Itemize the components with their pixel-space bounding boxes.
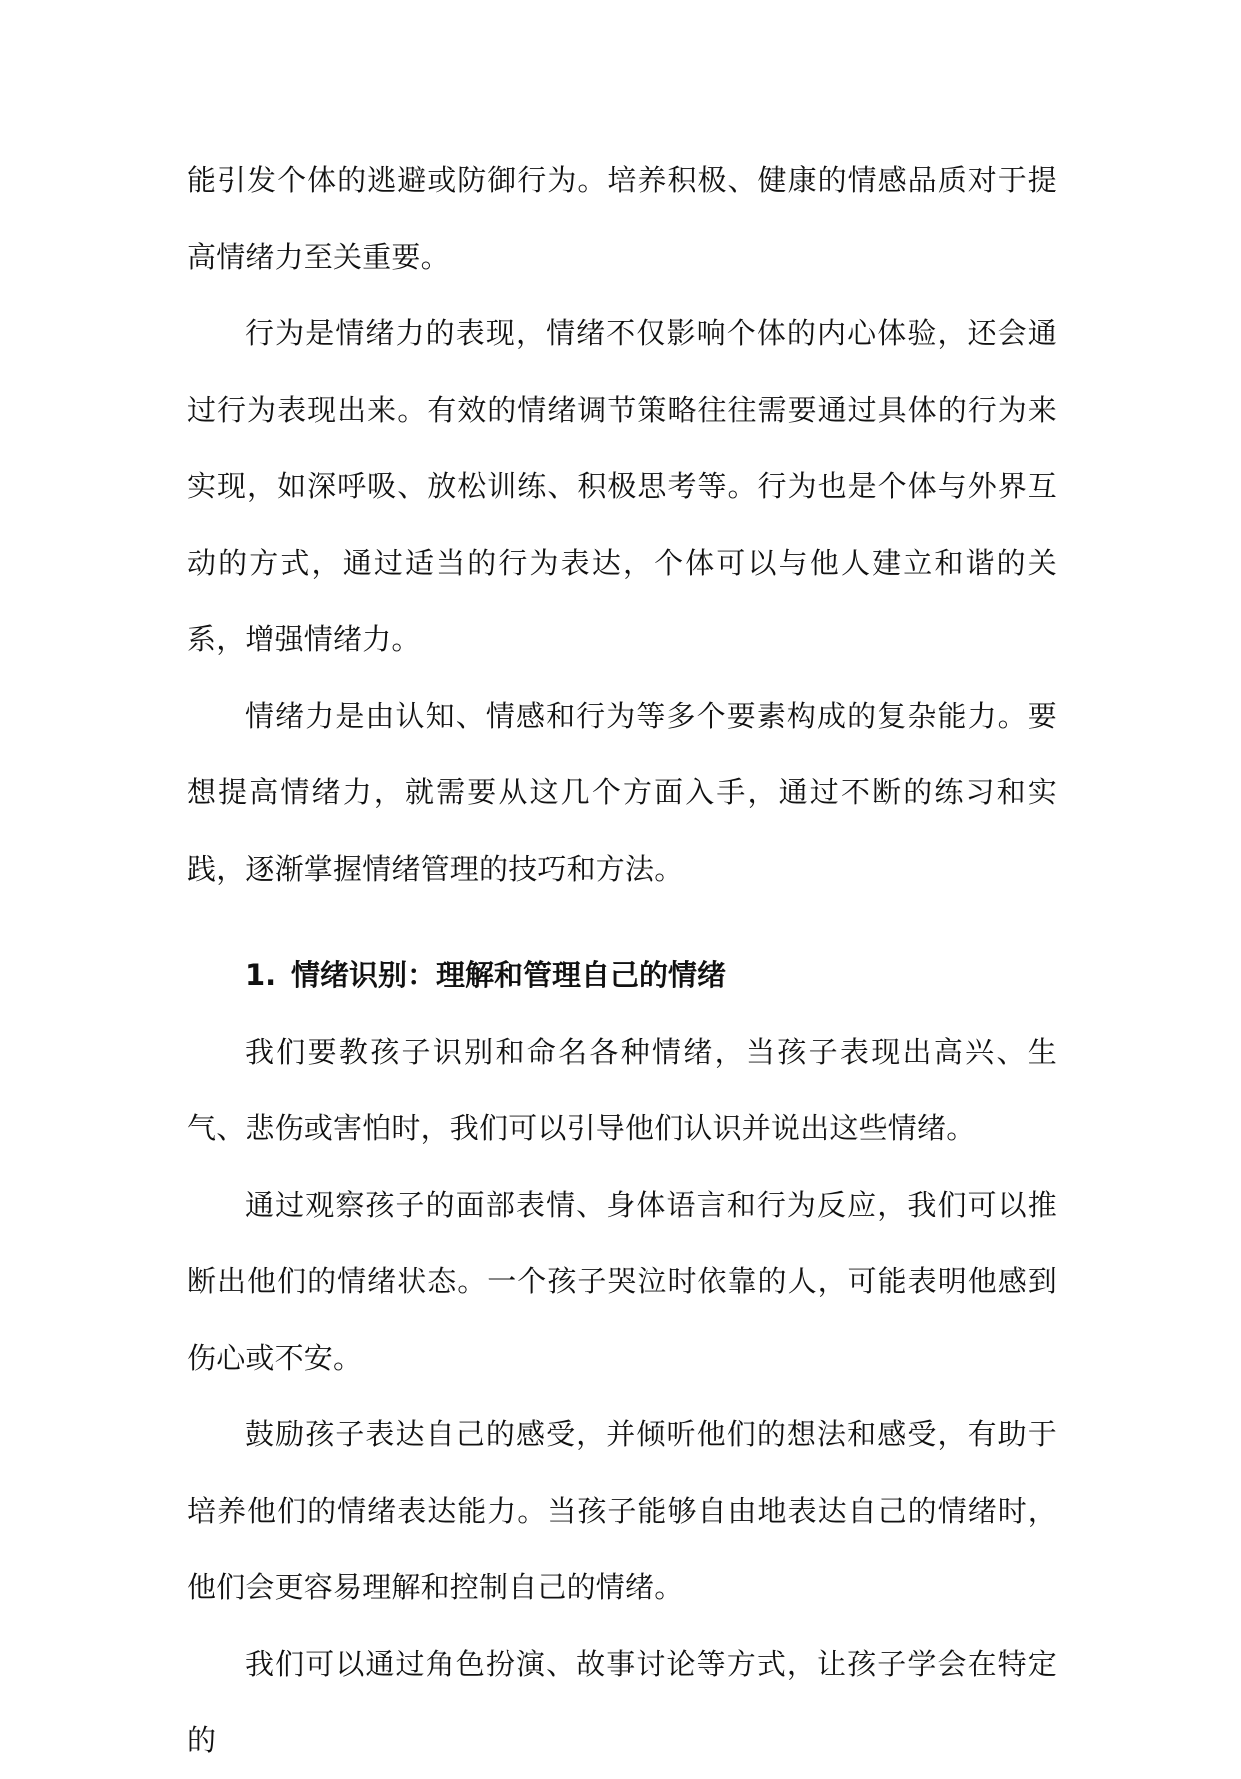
section-number: 1. [245, 958, 277, 992]
section-heading [187, 937, 1057, 1014]
paragraph: 我们要教孩子识别和命名各种情绪，当孩子表现出高兴、生气、悲伤或害怕时，我们可以引导他们认识并说出这些情绪。 [187, 1034, 1057, 1145]
paragraph-continued: 能引发个体的逃避或防御行为。培养积极、健康的情感品质对于提高情绪力至关重要。 [187, 163, 1057, 274]
paragraph: 通过观察孩子的面部表情、身体语言和行为反应，我们可以推断出他们的情绪状态。一个孩子哭泣时依靠的人，可能表明他感到伤心或不安。 [187, 1187, 1057, 1375]
paragraph: 行为是情绪力的表现，情绪不仅影响个体的内心体验，还会通过行为表现出来。有效的情绪调节策略往往需要通过具体的行为来实现，如深呼吸、放松训练、积极思考等。行为也是个体与外界互动的方式，通过适当的行为表达，个体可以与他人建立和谐的关系，增强情绪力。 [187, 316, 1057, 656]
page-body [187, 142, 1057, 1779]
section-title: 情绪识别：理解和管理自己的情绪 [291, 958, 727, 992]
paragraph: 情绪力是由认知、情感和行为等多个要素构成的复杂能力。要想提高情绪力，就需要从这几个方面入手，通过不断的练习和实践，逐渐掌握情绪管理的技巧和方法。 [187, 698, 1057, 886]
paragraph-truncated: 我们可以通过角色扮演、故事讨论等方式，让孩子学会在特定的 [187, 1646, 1057, 1757]
paragraph: 鼓励孩子表达自己的感受，并倾听他们的想法和感受，有助于培养他们的情绪表达能力。当孩子能够自由地表达自己的情绪时，他们会更容易理解和控制自己的情绪。 [187, 1417, 1057, 1604]
